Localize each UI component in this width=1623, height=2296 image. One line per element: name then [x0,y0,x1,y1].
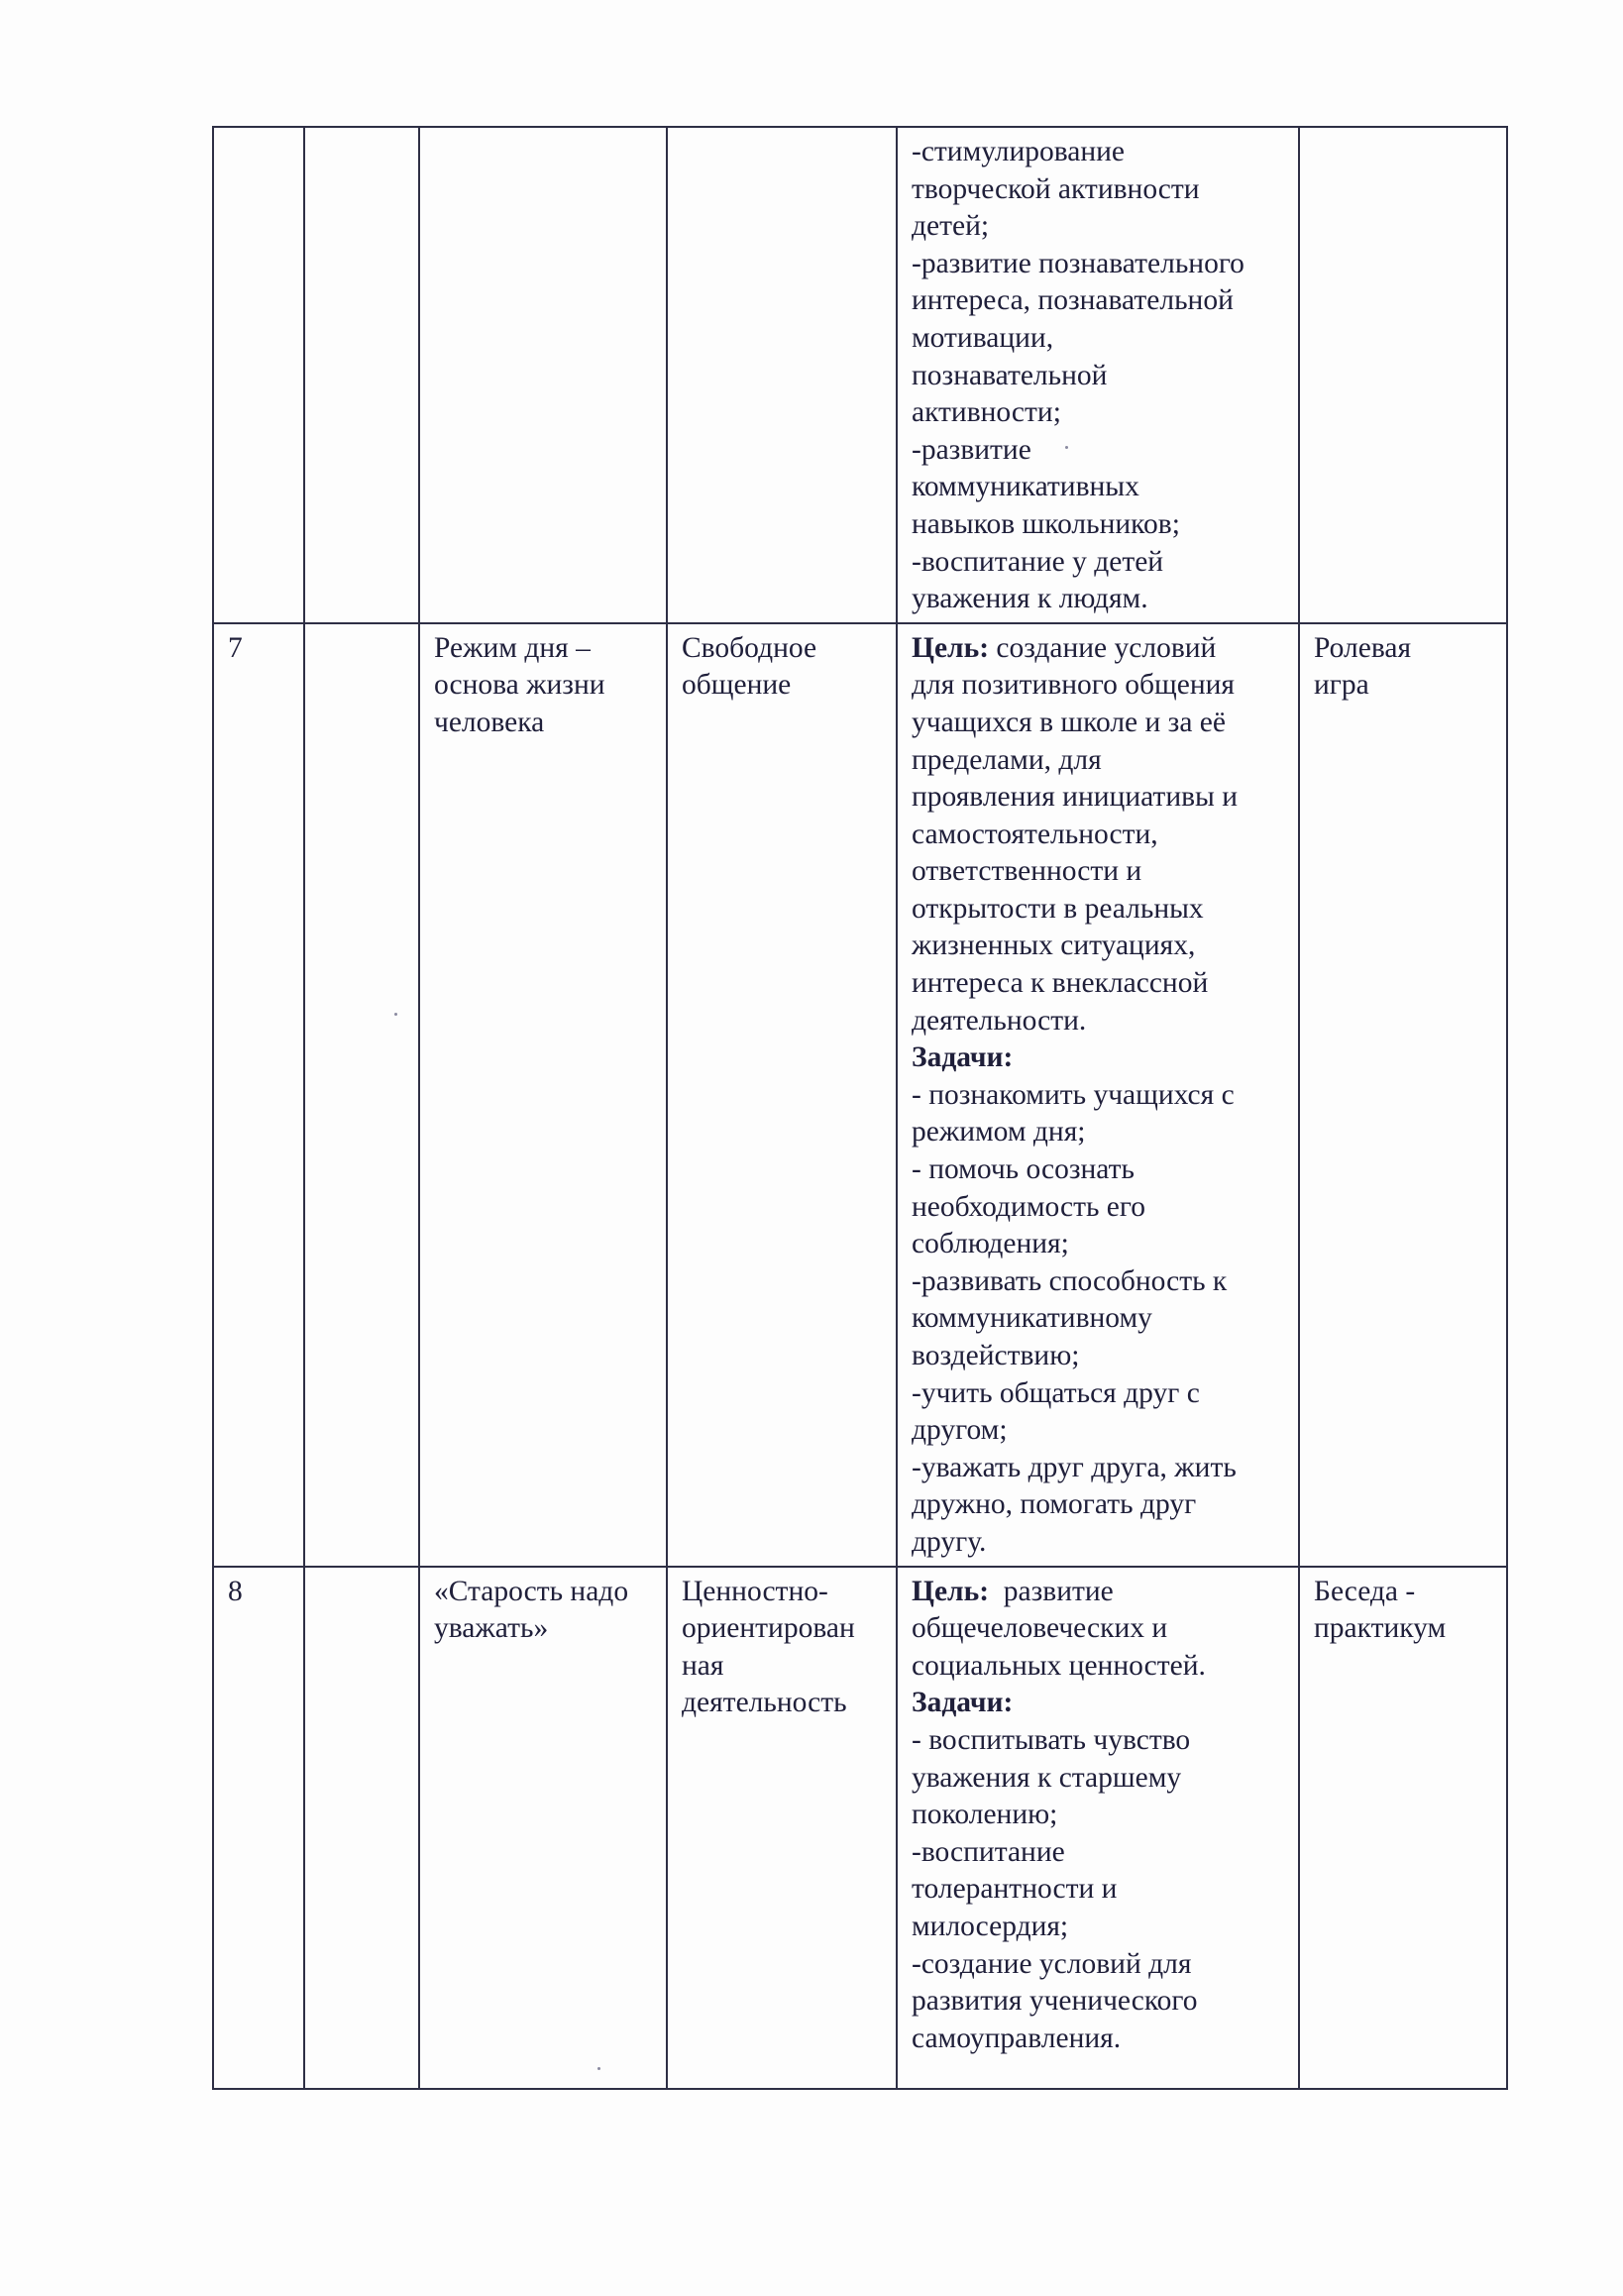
goal-line: коммуникативных [912,471,1139,503]
task-line: - воспитывать чувство [912,1723,1191,1756]
goal-line: жизненных ситуациях, [912,929,1196,962]
scan-speck [394,1013,397,1016]
task-line: режимом дня; [912,1116,1086,1148]
goal-label: Цель: [912,1575,990,1607]
goal-line: пределами, для [912,743,1102,776]
goal-line: познавательной [912,359,1108,391]
task-line: уважения к старшему [912,1761,1182,1794]
row-number: 8 [228,1575,243,1607]
topic-cell [419,127,667,623]
task-line: необходимость его [912,1190,1146,1223]
form-line: Ролевая [1314,631,1412,664]
topic-line: «Старость надо [434,1575,629,1607]
topic-cell [419,623,667,1567]
goal-line: интереса, познавательной [912,284,1234,317]
form-line: игра [1314,669,1369,702]
task-line: воздействию; [912,1340,1080,1371]
topic-cell [419,1567,667,2089]
goal-line: для позитивного общения [912,669,1235,702]
task-line: милосердия; [912,1910,1069,1942]
date-cell [304,623,419,1567]
task-line: -учить общаться друг с [912,1376,1200,1409]
activity-cell [667,623,897,1567]
task-line: толерантности и [912,1873,1118,1906]
goal-line: творческой активности [912,172,1200,205]
lesson-plan-table [212,126,1508,2090]
goals-cell [897,1567,1299,2089]
number-cell [213,1567,304,2089]
row-number: 7 [228,631,243,664]
table-row-7 [213,623,1507,1567]
goal-line: мотивации, [912,321,1054,354]
task-line: -воспитание [912,1835,1065,1868]
activity-line: Ценностно- [682,1575,828,1607]
date-cell [304,1567,419,2089]
goal-line: интереса к внеклассной [912,967,1209,1000]
tasks-label: Задачи: [912,1687,1014,1719]
topic-line: Режим дня – [434,631,591,664]
goal-line: общечеловеческих и [912,1612,1168,1645]
goal-line: деятельности. [912,1004,1087,1037]
goal-line: -развитие [912,433,1031,466]
activity-line: Свободное [682,631,817,664]
task-line: соблюдения; [912,1228,1069,1260]
task-line: -уважать друг друга, жить [912,1451,1237,1483]
goal-line: социальных ценностей. [912,1649,1206,1682]
goal-text: создание условий [989,631,1217,664]
goal-line: учащихся в школе и за её [912,706,1226,738]
goal-line: активности; [912,396,1061,429]
goals-cell [897,127,1299,623]
task-line: коммуникативному [912,1302,1152,1335]
date-cell [304,127,419,623]
task-line: -создание условий для [912,1947,1192,1980]
task-line: развития ученического [912,1985,1198,2018]
activity-line: ориентирован [682,1612,855,1645]
goal-label: Цель: [912,631,990,664]
activity-line: ная [682,1649,724,1682]
activity-cell [667,127,897,623]
goal-line: проявления инициативы и [912,781,1239,814]
task-line: - познакомить учащихся с [912,1078,1235,1111]
number-cell [213,127,304,623]
topic-line: человека [434,706,545,738]
topic-line: уважать» [434,1612,549,1645]
topic-line: основа жизни [434,669,605,702]
goal-line: -стимулирование [912,136,1126,167]
table-row-8 [213,1567,1507,2089]
goal-line: навыков школьников; [912,507,1180,540]
goal-line: открытости в реальных [912,892,1204,925]
goal-line: -воспитание у детей [912,545,1164,578]
task-line: другу. [912,1525,987,1558]
scan-speck [1065,446,1068,449]
form-cell [1299,623,1507,1567]
activity-line: деятельность [682,1687,847,1719]
tasks-label: Задачи: [912,1041,1014,1074]
task-line: другом; [912,1414,1008,1447]
task-line: дружно, помогать друг [912,1488,1197,1521]
goal-text: развитие [989,1575,1114,1607]
form-line: Беседа - [1314,1575,1416,1607]
goal-line: детей; [912,210,990,243]
task-line: - помочь осознать [912,1153,1135,1186]
number-cell [213,623,304,1567]
activity-cell [667,1567,897,2089]
form-cell [1299,1567,1507,2089]
goal-line: самостоятельности, [912,818,1158,850]
goal-first-line [912,630,1286,668]
table-row-continuation [213,127,1507,623]
goal-first-line [912,1574,1286,1611]
task-line: -развивать способность к [912,1264,1228,1297]
form-line: практикум [1314,1612,1447,1645]
task-line: поколению; [912,1799,1058,1831]
activity-line: общение [682,669,792,702]
goal-line: уважения к людям. [912,583,1148,615]
goal-line: ответственности и [912,855,1142,888]
goal-line: -развитие познавательного [912,247,1244,279]
form-cell [1299,127,1507,623]
goals-cell [897,623,1299,1567]
task-line: самоуправления. [912,2022,1122,2054]
scan-speck [597,2067,600,2070]
